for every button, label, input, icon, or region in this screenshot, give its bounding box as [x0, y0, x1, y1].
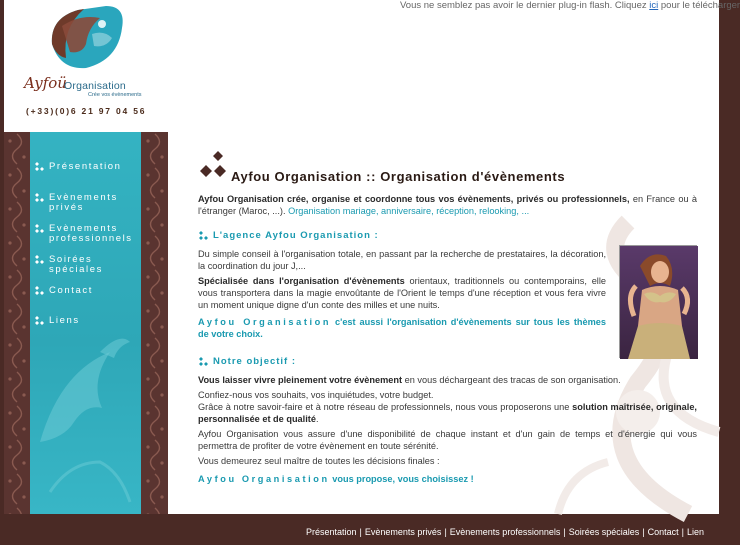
footer-nav	[306, 527, 727, 537]
agency-paragraph-1: Du simple conseil à l'organisation totale, en passant par la recherche de prestataires, la décoration, la coordination du jour J,...	[198, 249, 606, 271]
nav-label: Evènements	[49, 223, 118, 234]
flash-plugin-notice	[400, 0, 740, 12]
objective-p2-line1: Confiez-nous vos souhaits, vos inquiétudes, votre budget.	[198, 390, 434, 400]
nav-contact[interactable]	[34, 286, 140, 298]
objective-p1-bold: Vous laisser vivre pleinement votre évènement	[198, 375, 403, 385]
footer-link-presentation[interactable]: Présentation	[306, 527, 357, 537]
flash-download-link[interactable]: ici	[649, 0, 659, 11]
nav-label: Contact	[49, 285, 93, 296]
agency-highlight	[198, 316, 606, 340]
objective-paragraph-2	[198, 389, 697, 425]
flash-text-after: pour le télécharger	[658, 0, 740, 11]
diamond-bullet-icon	[34, 286, 45, 296]
link-reception[interactable]: réception	[436, 206, 474, 216]
objective-paragraph-3: Ayfou Organisation vous assure d'une disponibilité de chaque instant et d'un gain de temps et d'énergie qui vous permettra de profiter de votre évènement en toute sérénité.	[198, 429, 697, 451]
brand-org: Organisation	[64, 80, 126, 92]
footer-separator: |	[563, 527, 566, 537]
objective-paragraph-1	[198, 374, 697, 386]
nav-label: Evènements	[49, 192, 118, 203]
nav-evenements-professionnels[interactable]	[34, 224, 140, 246]
agency-paragraph-2	[198, 275, 606, 311]
nav-pattern-strip	[141, 132, 168, 514]
section-bullet-icon	[198, 231, 209, 241]
nav-label: Liens	[49, 315, 80, 326]
link-relooking[interactable]: relooking	[479, 206, 517, 216]
nav-evenements-prives[interactable]	[34, 193, 140, 215]
left-pattern-strip	[4, 132, 30, 514]
intro-paragraph: Ayfou Organisation crée, organise et coordonne tous vos évènements, privés ou professionnels, en France ou à l'étranger (Maroc, ...). Organisation mariage, anniversaire, réception, relooking, ...	[198, 194, 697, 216]
link-anniversaire[interactable]: anniversaire	[381, 206, 432, 216]
agency-highlight-name: Ayfou Organisation	[198, 317, 332, 327]
nav-liens[interactable]	[34, 316, 140, 328]
footer-separator: |	[681, 527, 684, 537]
objective-highlight-text: vous propose, vous choisissez !	[329, 474, 474, 484]
page-title: Ayfou Organisation :: Organisation d'évènements	[231, 169, 566, 184]
nav-label-2: privés	[49, 202, 84, 213]
objective-p2-bold: solution maîtrisée, originale, personnalisée et de qualité	[198, 402, 697, 424]
phone-number: (+33)(0)6 21 97 04 56	[26, 106, 147, 116]
bird-ornament-icon	[30, 312, 141, 512]
footer-separator: |	[642, 527, 645, 537]
nav-label-2: professionnels	[49, 233, 133, 244]
objective-heading: Notre objectif :	[213, 356, 297, 367]
link-mariage[interactable]: Organisation mariage	[288, 206, 376, 216]
nav-label: Présentation	[49, 161, 122, 172]
intro-text: en France ou à l'étranger (Maroc, ...).	[198, 194, 697, 216]
footer-separator: |	[444, 527, 447, 537]
diamond-bullet-icon	[34, 255, 45, 265]
footer-link-lien[interactable]: Lien	[686, 527, 704, 537]
objective-paragraph-4: Vous demeurez seul maître de toutes les décisions finales :	[198, 456, 440, 466]
diamond-bullet-icon	[34, 193, 45, 203]
objective-p1-text: en vous déchargeant des tracas de son organisation.	[402, 375, 621, 385]
footer-separator: |	[359, 527, 362, 537]
footer-link-contact[interactable]: Contact	[647, 527, 679, 537]
dancer-photo	[619, 245, 697, 358]
diamond-bullet-icon	[34, 316, 45, 326]
footer-link-soirees[interactable]: Soirées spéciales	[568, 527, 640, 537]
nav-presentation[interactable]	[34, 162, 140, 174]
header-edge	[719, 0, 727, 132]
diamond-bullet-icon	[34, 162, 45, 172]
agency-heading: L'agence Ayfou Organisation :	[213, 230, 379, 241]
objective-p2-end: .	[315, 414, 319, 424]
link-more[interactable]: ...	[521, 206, 530, 216]
flash-text-before: Vous ne semblez pas avoir le dernier plug-in flash. Cliquez	[400, 0, 650, 11]
intro-bold: Ayfou Organisation crée, organise et coordonne tous vos évènements, privés ou professionnels,	[198, 194, 630, 204]
agency-highlight-text: c'est aussi l'organisation d'évènements sur tous les thèmes de votre choix.	[198, 317, 607, 339]
objective-highlight	[198, 473, 697, 485]
footer-link-prives[interactable]: Evènements privés	[364, 527, 442, 537]
main-content	[168, 132, 719, 514]
nav-soirees-speciales[interactable]	[34, 255, 140, 277]
title-diamonds-icon	[198, 151, 228, 183]
objective-p2-text: Grâce à notre savoir-faire et à notre réseau de professionnels, nous vous proposerons une	[198, 402, 573, 412]
footer-link-professionnels[interactable]: Evènements professionnels	[449, 527, 561, 537]
agency-p2-text: orientaux, traditionnels ou contemporains, elle vous transportera dans la magie envoûtante de l'Orient le temps d'une réception et vous fera vivre un moment unique digne d'un conte des milles et une nuits.	[198, 276, 606, 310]
brand-tagline: Crée vos évènements	[88, 92, 142, 98]
nav-label: Soirées	[49, 254, 93, 265]
brand-name: Ayfoü	[24, 74, 67, 92]
agency-p2-bold: Spécialisée dans l'organisation d'évènements	[198, 276, 405, 286]
nav-label-2: spéciales	[49, 264, 104, 275]
diamond-bullet-icon	[34, 224, 45, 234]
objective-highlight-name: Ayfou Organisation	[198, 474, 330, 484]
section-bullet-icon	[198, 357, 209, 367]
